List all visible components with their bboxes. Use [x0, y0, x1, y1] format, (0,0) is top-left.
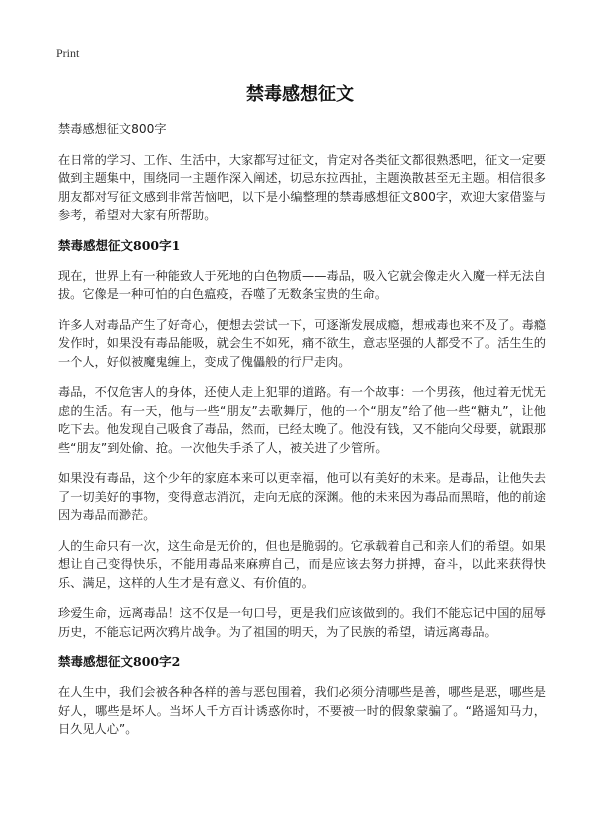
- article-body: [58, 120, 546, 751]
- paragraph: 现在，世界上有一种能致人于死地的白色物质——毒品，吸入它就会像走火入魔一样无法自拔。它像是一种可怕的白色瘟疫，吞噬了无数条宝贵的生命。: [58, 268, 546, 301]
- section-heading-2: 禁毒感想征文800字2: [58, 654, 181, 669]
- intro-paragraph: 在日常的学习、工作、生活中，大家都写过征文，肯定对各类征文都很熟悉吧，征文一定要做到主题集中，围绕同一主题作深入阐述，切忌东拉西扯，主题涣散甚至无主题。相信很多朋友都对写征文感到非常苦恼吧，以下是小编整理的禁毒感想征文800字，欢迎大家借鉴与参考，希望对大家有所帮助。: [58, 152, 546, 222]
- page-title: 禁毒感想征文: [246, 84, 354, 105]
- paragraph: 在人生中，我们会被各种各样的善与恶包围着，我们必须分清哪些是善，哪些是恶，哪些是好人，哪些是坏人。当坏人千方百计诱惑你时，不要被一时的假象蒙骗了。“路遥知马力，日久见人心”。: [58, 685, 546, 736]
- paragraph: 如果没有毒品，这个少年的家庭本来可以更幸福，他可以有美好的未来。是毒品，让他失去了一切美好的事物，变得意志消沉，走向无底的深渊。他的未来因为毒品而黑暗，他的前途因为毒品而渺茫。: [58, 471, 546, 522]
- paragraph: 毒品，不仅危害人的身体，还使人走上犯罪的道路。有一个故事：一个男孩，他过着无忧无虑的生活。有一天，他与一些“朋友”去歌舞厅，他的一个“朋友”给了他一些“糖丸”，让他吃下去。他发现自己吸食了毒品，然而，已经太晚了。他没有钱，又不能向父母要，就跟那些“朋友”到处偷、抢。一次他失手杀了人，被关进了少管所。: [58, 385, 546, 455]
- paragraph: 许多人对毒品产生了好奇心，便想去尝试一下，可逐渐发展成瘾，想戒毒也来不及了。毒瘾发作时，如果没有毒品能吸，就会生不如死，痛不欲生，意志坚强的人都受不了。活生生的一个人，好似被魔鬼缠上，变成了傀儡般的行尸走肉。: [58, 317, 546, 369]
- paragraph: 人的生命只有一次，这生命是无价的，但也是脆弱的。它承载着自己和亲人们的希望。如果想让自己变得快乐，不能用毒品来麻痹自己，而是应该去努力拼搏，奋斗，以此来获得快乐、满足，这样的人生才是有意义、有价值的。: [58, 538, 546, 590]
- paragraph: 珍爱生命，远离毒品！这不仅是一句口号，更是我们应该做到的。我们不能忘记中国的屈辱历史，不能忘记两次鸦片战争。为了祖国的明天，为了民族的希望，请远离毒品。: [58, 606, 546, 639]
- print-link[interactable]: Print: [56, 46, 80, 60]
- section-heading-1: 禁毒感想征文800字1: [58, 237, 181, 253]
- article-subtitle: 禁毒感想征文800字: [58, 122, 167, 136]
